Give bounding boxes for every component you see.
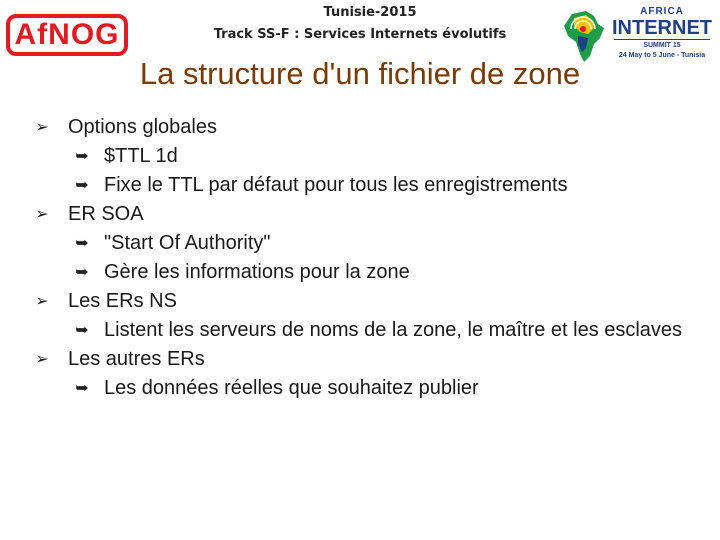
sub-bullet-text: $TTL 1d [104, 145, 178, 167]
curved-arrow-bullet-icon: ➥ [75, 235, 89, 252]
bullet-text: Les autres ERs [68, 348, 205, 370]
bullet-group [30, 113, 710, 200]
sub-bullet-item [30, 374, 710, 403]
arrowhead-bullet-icon: ➢ [35, 206, 49, 223]
bullet-group [30, 287, 710, 345]
event-line: Tunisie-2015 [323, 5, 417, 20]
bullet-item [30, 287, 710, 316]
sub-bullet-item [30, 229, 710, 258]
bullet-item [30, 200, 710, 229]
curved-arrow-bullet-icon: ➥ [75, 148, 89, 165]
track-line: Track SS-F : Services Internets évolutifs [213, 27, 507, 42]
sub-bullet-text: Gère les informations pour la zone [104, 261, 410, 283]
afnog-logo-text: AfNOG [14, 18, 120, 51]
sub-bullet-text: "Start Of Authority" [104, 232, 271, 254]
bullet-group [30, 345, 710, 403]
afnog-logo [6, 14, 128, 56]
summit-edition-label: SUMMIT 15 [643, 42, 681, 49]
bullet-item [30, 113, 710, 142]
curved-arrow-bullet-icon: ➥ [75, 264, 89, 281]
summit-internet-label: INTERNET [612, 17, 712, 39]
bullet-text: ER SOA [68, 203, 144, 225]
sub-bullet-item [30, 142, 710, 171]
arrowhead-bullet-icon: ➢ [35, 293, 49, 310]
sub-bullet-text: Les données réelles que souhaitez publier [104, 377, 479, 399]
arrowhead-bullet-icon: ➢ [35, 119, 49, 136]
bullet-item [30, 345, 710, 374]
bullet-text: Les ERs NS [68, 290, 177, 312]
sub-bullet-item [30, 316, 710, 345]
sub-bullet-text: Listent les serveurs de noms de la zone, le maître et les esclaves [104, 319, 683, 341]
bullet-list [30, 113, 710, 403]
slide-title: La structure d'un fichier de zone [139, 56, 581, 91]
bullet-text: Options globales [68, 116, 217, 138]
arrowhead-bullet-icon: ➢ [35, 351, 49, 368]
summit-divider [614, 39, 710, 40]
sub-bullet-text: Fixe le TTL par défaut pour tous les enregistrements [104, 174, 568, 196]
summit-africa-label: AFRICA [640, 6, 684, 17]
summit-dates-label: 24 May to 5 June - Tunisia [618, 52, 706, 59]
curved-arrow-bullet-icon: ➥ [75, 177, 89, 194]
sub-bullet-item [30, 258, 710, 287]
curved-arrow-bullet-icon: ➥ [75, 380, 89, 397]
bullet-group [30, 200, 710, 287]
sub-bullet-item [30, 171, 710, 200]
summit-logo-text [606, 6, 718, 61]
curved-arrow-bullet-icon: ➥ [75, 322, 89, 339]
